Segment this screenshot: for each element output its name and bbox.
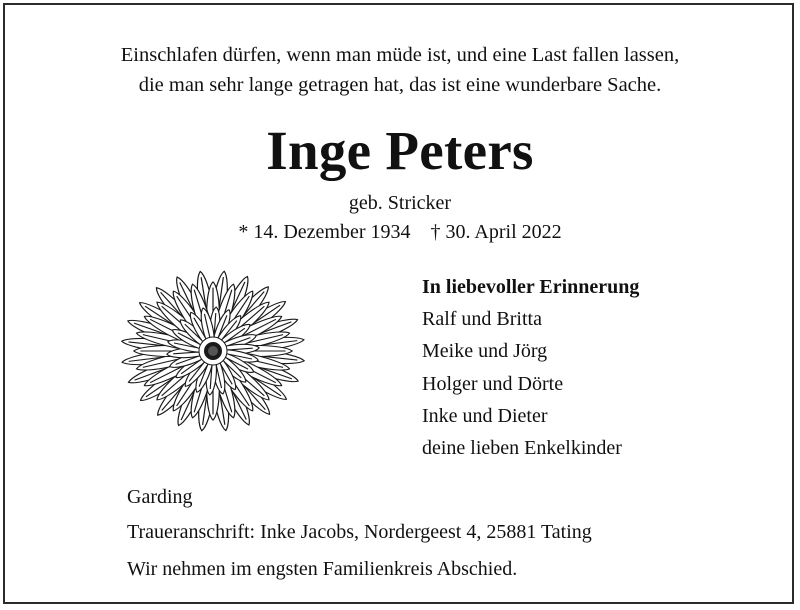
gerbera-flower-icon (112, 268, 318, 446)
place: Garding (127, 486, 193, 508)
mourning-address: Traueranschrift: Inke Jacobs, Nordergeest 4, 25881 Tating (127, 521, 592, 543)
family-member: Holger und Dörte (422, 372, 564, 395)
life-dates: * 14. Dezember 1934 † 30. April 2022 (238, 221, 562, 243)
family-member: deine lieben Enkelkinder (422, 437, 622, 460)
family-member: Meike und Jörg (422, 340, 548, 363)
birth-name: geb. Stricker (348, 192, 452, 214)
farewell-note: Wir nehmen im engsten Familienkreis Abschied. (127, 558, 518, 580)
family-heading: In liebevoller Erinnerung (422, 276, 640, 298)
quote-line-2: die man sehr lange getragen hat, das ist eine wunderbare Sache. (138, 74, 662, 96)
family-list (422, 271, 639, 464)
quote (0, 40, 800, 100)
quote-line-1: Einschlafen dürfen, wenn man müde ist, und eine Last fallen lassen, (120, 44, 680, 66)
deceased-name: Inge Peters (266, 120, 534, 181)
family-member: Inke und Dieter (422, 404, 548, 427)
family-member: Ralf und Britta (422, 308, 542, 331)
